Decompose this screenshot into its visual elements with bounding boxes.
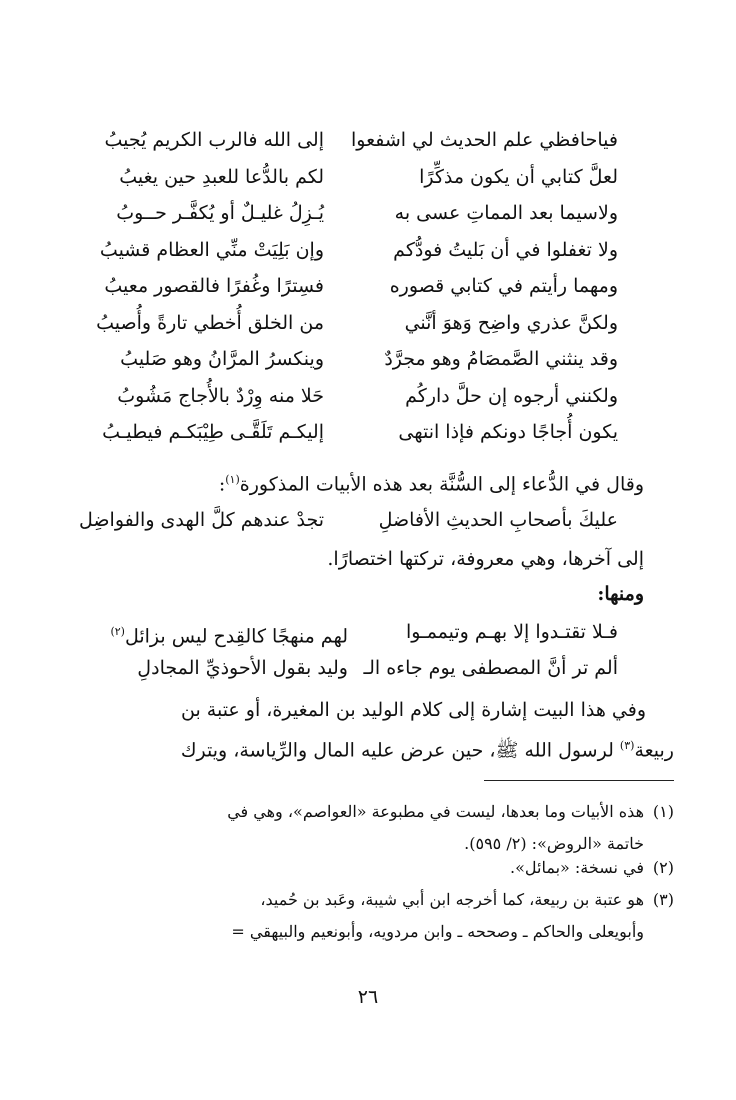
footnote-number: (٣)	[652, 890, 674, 909]
verse-first-hemistich: فياحافظي علم الحديث لي اشفعوا	[350, 129, 618, 151]
verse-first-hemistich: عليكَ بأصحابِ الحديثِ الأفاضلِ	[378, 509, 618, 531]
poem-verses	[62, 122, 618, 451]
prose-intro-colon: :	[218, 473, 226, 496]
verse-first-hemistich: يكون أُجاجًا دونكم فإذا انتهى	[398, 421, 618, 443]
prose-intro-text: وقال في الدُّعاء إلى السُّنَّة بعد هذه الأبيات المذكورة	[239, 473, 644, 496]
verse-second-hemistich: لكم بالدُّعا للعبدِ حين يغيبُ	[119, 165, 324, 188]
verse-couplet	[62, 502, 618, 538]
prose-paragraph-line	[181, 728, 674, 768]
prose-intro-line	[219, 462, 644, 502]
prose-word: ربيعة	[634, 739, 674, 762]
verse-first-hemistich: لعلَّ كتابي أن يكون مذكِّرًا	[419, 165, 618, 188]
verse-first-hemistich: ألم تر أنَّ المصطفى يوم جاءه الـ	[363, 657, 618, 679]
footnote-marker: (٢)	[110, 625, 125, 638]
footnote-text: هو عتبة بن ربيعة، كما أخرجه ابن أبي شيبة، وعَبد بن حُميد،	[260, 890, 644, 909]
verse-line	[62, 195, 618, 232]
verse-line	[62, 305, 618, 342]
footnote-number: (٢)	[652, 858, 674, 877]
verse-first-hemistich: ولكنني أرجوه إن حلَّ داركُم	[405, 384, 618, 407]
verse-line	[62, 414, 618, 451]
verse-line	[62, 378, 618, 415]
verse-second-hemistich-with-note	[62, 614, 348, 654]
footnote-continuation: وأبويعلى والحاكم ـ وصححه ـ وابن مردويه، وأبونعيم والبيهقي =	[231, 922, 644, 941]
footnote	[62, 796, 674, 860]
verse-line	[62, 122, 618, 159]
footnote	[62, 884, 674, 948]
verse-second-hemistich: من الخلق أُخطي تارةً وأُصيبُ	[96, 311, 324, 334]
footnote-text: في نسخة: «بمائل».	[510, 858, 644, 877]
prose-paragraph-line: وفي هذا البيت إشارة إلى كلام الوليد بن المغيرة، أو عتبة بن	[180, 699, 646, 721]
verse-line	[62, 159, 618, 196]
verse-second-hemistich: إلى الله فالرب الكريم يُجيبُ	[104, 129, 324, 151]
verse-first-hemistich: وقد ينثني الصَّمصَامُ وهو مجرَّدٌ	[384, 348, 618, 370]
verse-first-hemistich: ولكنَّ عذري واضِح وَهوَ أنَّني	[404, 311, 618, 334]
footnote-number: (١)	[652, 802, 674, 821]
verse-second-hemistich: حَلا منه وِرْدٌ بالأُجاج مَشُوبُ	[117, 384, 324, 407]
verse-line	[62, 232, 618, 269]
verse-first-hemistich: فـلا تقتـدوا إلا بهـم وتيممـوا	[406, 621, 618, 643]
verse-second-hemistich: فسِترًا وغُفرًا فالقصور معيبُ	[104, 275, 324, 297]
verse-line	[62, 268, 618, 305]
verse-second-hemistich: لهم منهجًا كالقِدح ليس بزائل	[124, 625, 348, 648]
footnote-marker: (١)	[225, 473, 240, 486]
prose-text: لرسول الله ﷺ، حين عرض عليه المال والرِّياسة، ويترك	[180, 739, 620, 762]
verse-second-hemistich: وإن بَلِيَتْ منِّي العظام قشيبُ	[99, 238, 324, 261]
section-heading: ومنها:	[597, 583, 644, 605]
verse-first-hemistich: ولا تغفلوا في أن بَليتُ فودُّكم	[393, 238, 618, 261]
verse-second-hemistich: يُـزِلُ غليـلٌ أو يُكفَّـر حــوبُ	[116, 202, 324, 224]
footnote-text: هذه الأبيات وما بعدها، ليست في مطبوعة «العواصم»، وهي في	[227, 802, 644, 821]
footnote	[62, 852, 674, 884]
footnote-marker: (٣)	[619, 739, 635, 752]
footnote-separator	[484, 780, 674, 781]
verse-first-hemistich: ولاسيما بعد المماتِ عسى به	[394, 202, 618, 224]
verse-couplet	[62, 650, 618, 686]
verse-first-hemistich: ومهما رأيتم في كتابي قصوره	[389, 275, 618, 297]
verse-line	[62, 341, 618, 378]
verse-second-hemistich: وليد بقول الأحوذيِّ المجادلِ	[137, 657, 348, 679]
page-number: ٢٦	[357, 986, 379, 1008]
prose-line: إلى آخرها، وهي معروفة، تركتها اختصارًا.	[327, 548, 644, 570]
verse-second-hemistich: وينكسرُ المرَّانُ وهو صَليبُ	[120, 348, 324, 370]
verse-second-hemistich: تجدْ عندهم كلَّ الهدى والفواضِل	[79, 509, 324, 531]
verse-couplet	[62, 614, 618, 654]
verse-second-hemistich: إليكـم تَلَقَّـى طِيْبَكـم فيطيـبُ	[102, 421, 324, 443]
footnote-continuation: خاتمة «الروض»: (٢/ ٥٩٥).	[464, 834, 644, 853]
